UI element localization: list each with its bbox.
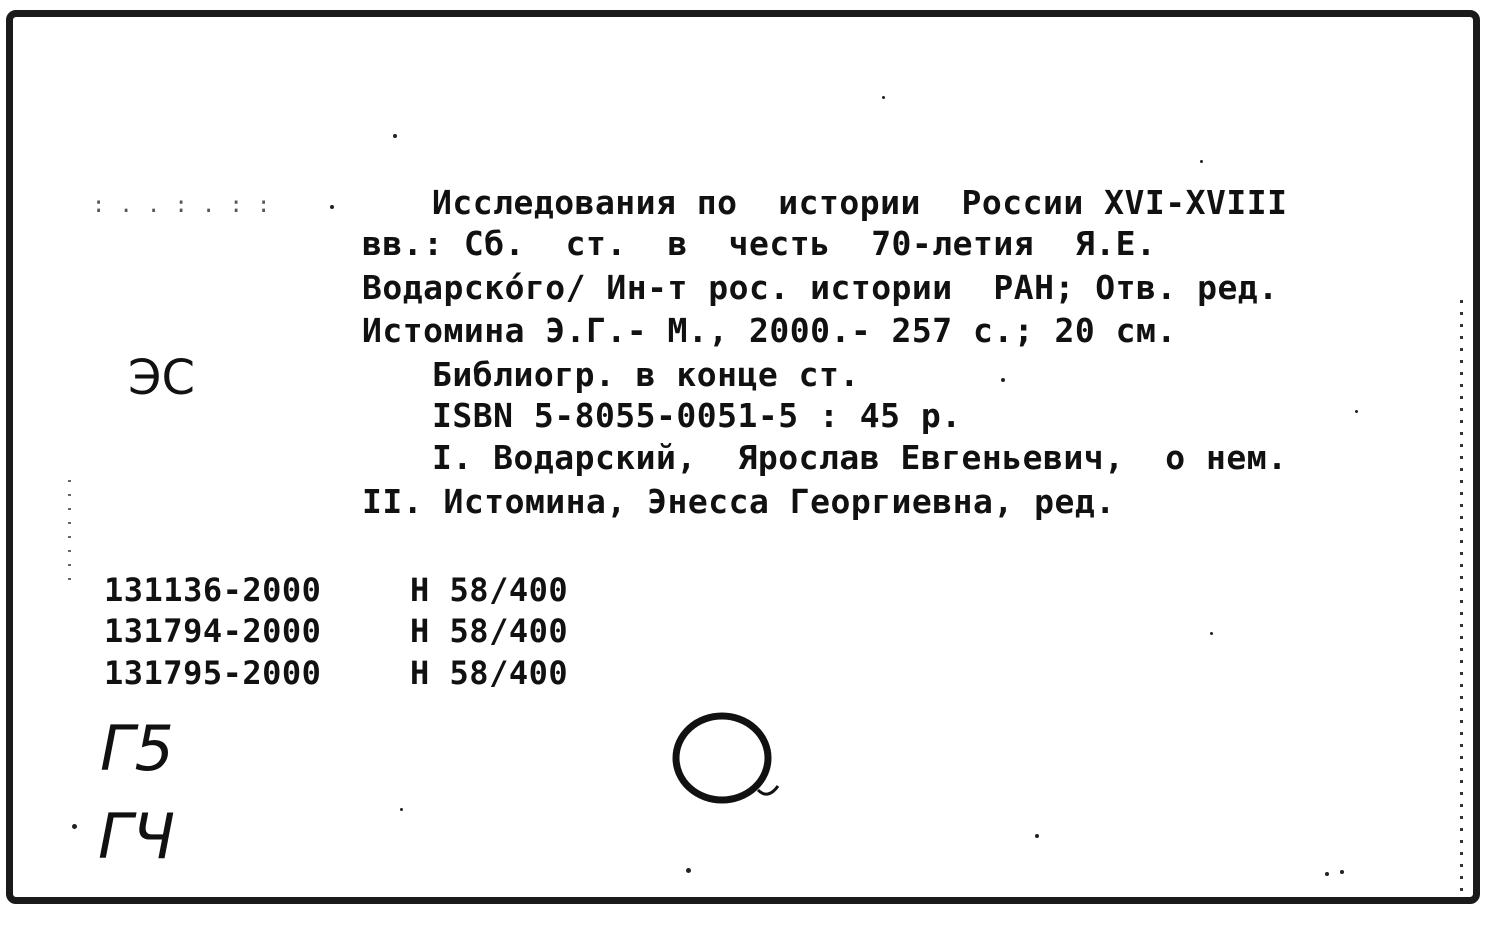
- scan-speck: [68, 480, 71, 580]
- handwritten-circle-icon: [668, 708, 788, 818]
- scan-speck: [1200, 160, 1203, 163]
- scan-speck: [1325, 872, 1329, 876]
- inventory-number: 131136-2000: [104, 571, 322, 609]
- inventory-number: 131795-2000: [104, 654, 322, 692]
- inventory-code: Н 58/400: [410, 654, 569, 692]
- scan-speck: [330, 205, 334, 209]
- scan-speck: [1210, 632, 1213, 635]
- scan-speck: [1355, 410, 1358, 413]
- scan-speck: [400, 808, 403, 811]
- scan-speck: [882, 96, 885, 99]
- handwritten-mark-es: ЭС: [128, 350, 196, 406]
- scan-speck: [1001, 378, 1005, 382]
- title-line-2: [362, 224, 1434, 264]
- handwritten-mark-g4: ГЧ: [98, 800, 176, 873]
- scan-speck: [1340, 870, 1344, 874]
- scan-speck: [393, 134, 397, 138]
- subject-entry-1: I. Водарский, Ярослав Евгеньевич, о нем.: [432, 438, 1288, 477]
- inventory-code: Н 58/400: [410, 612, 569, 650]
- title-line-4: Истомина Э.Г.- М., 2000.- 257 с.; 20 см.: [362, 311, 1177, 350]
- title-line-1: Исследования по истории России XVI-XVIII: [432, 183, 1288, 222]
- bibliography-note: Библиогр. в конце ст.: [432, 355, 860, 394]
- title-line-3: Водарскóго/ Ин-т рос. истории РАН; Отв. ред.: [362, 268, 1279, 307]
- subject-entry-2: II. Истомина, Энесса Георгиевна, ред.: [362, 482, 1116, 521]
- scan-speck: [686, 868, 691, 873]
- isbn-note: ISBN 5-8055-0051-5 : 45 р.: [432, 396, 962, 435]
- marginal-mark: : . . : . : :: [92, 193, 271, 218]
- inventory-code: Н 58/400: [410, 571, 569, 609]
- handwritten-mark-g5: Г5: [100, 712, 174, 785]
- scan-speck: [1035, 834, 1039, 838]
- title-line-2-text: вв.: Сб. ст. в честь 70-летия Я.Е.: [362, 224, 1157, 263]
- inventory-number: 131794-2000: [104, 612, 322, 650]
- scan-speck: [1460, 300, 1463, 900]
- scan-speck: [72, 824, 77, 829]
